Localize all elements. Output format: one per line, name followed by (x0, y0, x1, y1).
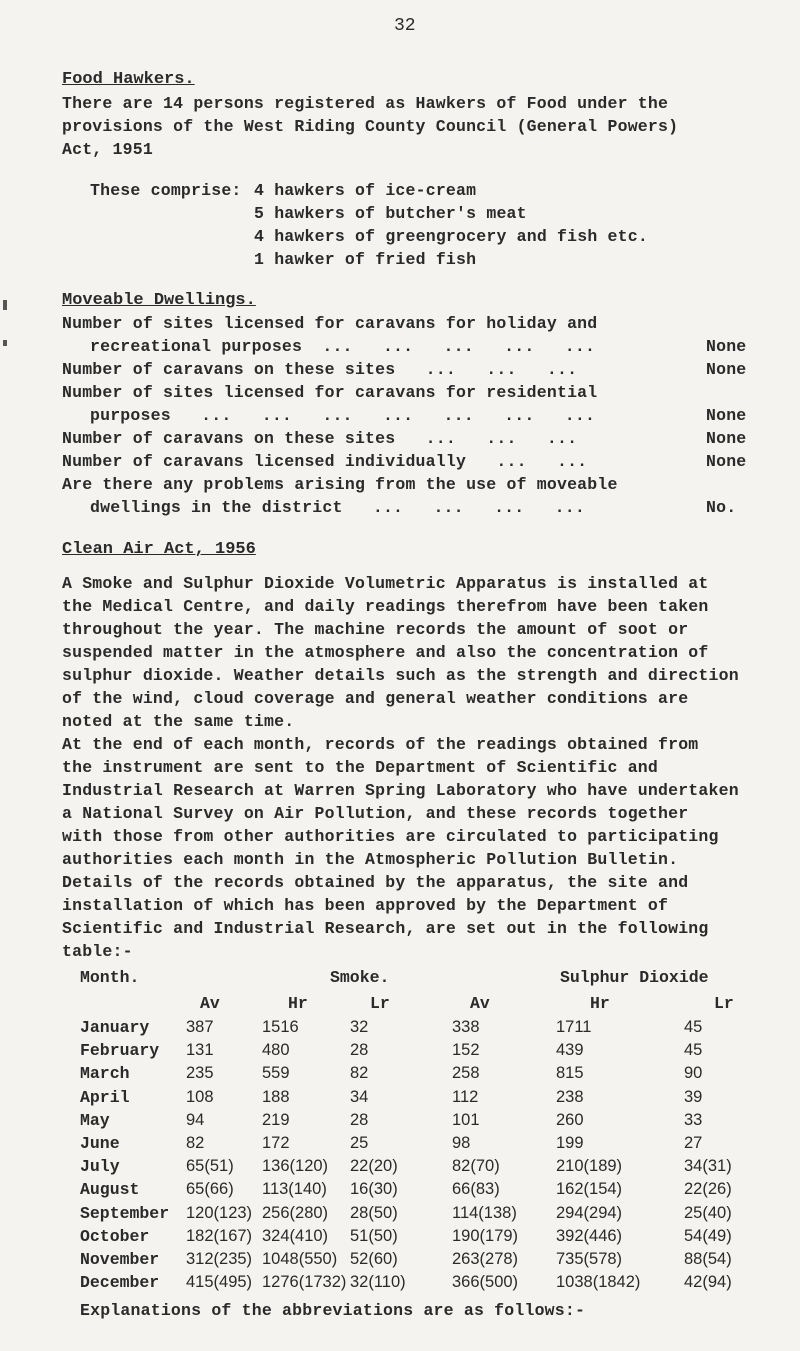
table-cell: 114(138) (452, 1203, 517, 1222)
table-cell: 136(120) (262, 1157, 329, 1176)
sub-header-hr: Hr (590, 994, 610, 1013)
table-row-month: December (80, 1273, 160, 1293)
table-cell: 120(123) (186, 1203, 253, 1222)
comprise-label: These comprise: (90, 181, 242, 200)
comprise-item: 4 hawkers of ice-cream (254, 181, 477, 200)
table-cell: 312(235) (186, 1250, 253, 1268)
sub-header-hr: Hr (288, 994, 308, 1013)
dwellings-row-text: Number of caravans on these sites ... ... ... (62, 429, 578, 448)
table-cell: 94 (186, 1110, 205, 1129)
clean-air-para3-line: Details of the records obtained by the apparatus, the site and (62, 873, 689, 892)
table-cell: 108 (186, 1087, 214, 1106)
dwellings-row-text: Number of sites licensed for caravans for holiday and (62, 314, 598, 333)
table-cell: 366(500) (452, 1273, 519, 1292)
table-cell: 172 (262, 1134, 290, 1152)
dwellings-row-text: dwellings in the district ... ... ... ... (90, 498, 585, 517)
month-header: Month. (80, 968, 140, 987)
table-row-month: May (80, 1110, 110, 1130)
table-cell: 1276(1732) (262, 1273, 347, 1292)
table-cell: 815 (556, 1064, 584, 1083)
table-cell: 210(189) (556, 1157, 623, 1176)
comprise-item: 1 hawker of fried fish (254, 250, 477, 269)
table-cell: 82 (186, 1134, 205, 1152)
table-cell: 182(167) (186, 1226, 253, 1245)
table-cell: 260 (556, 1110, 584, 1129)
table-cell: 263(278) (452, 1250, 519, 1268)
clean-air-para3-line: installation of which has been approved by the Department of (62, 896, 669, 915)
table-cell: 88(54) (684, 1250, 732, 1268)
table-cell: 113(140) (262, 1180, 327, 1199)
table-cell: 51(50) (350, 1226, 398, 1245)
explanations-line: Explanations of the abbreviations are as follows:- (80, 1301, 586, 1320)
table-cell: 258 (452, 1064, 480, 1083)
table-cell: 735(578) (556, 1250, 623, 1268)
table-cell: 324(410) (262, 1226, 329, 1245)
dwellings-row-text: purposes ... ... ... ... ... ... ... (90, 406, 596, 425)
table-cell: 439 (556, 1041, 584, 1060)
table-row-month: March (80, 1064, 130, 1084)
table-cell: 235 (186, 1064, 214, 1083)
table-cell: 219 (262, 1110, 290, 1129)
food-hawkers-line: provisions of the West Riding County Council (General Powers) (62, 117, 679, 136)
clean-air-para1-line: suspended matter in the atmosphere and also the concentration of (62, 643, 709, 662)
table-row-month: July (80, 1157, 120, 1177)
table-row-month: April (80, 1087, 130, 1107)
table-cell: 1711 (556, 1018, 592, 1036)
food-hawkers-heading: Food Hawkers. (62, 70, 195, 89)
table-cell: 22(20) (350, 1157, 398, 1176)
clean-air-para1-line: A Smoke and Sulphur Dioxide Volumetric Apparatus is installed at (62, 574, 709, 593)
table-row-month: August (80, 1180, 140, 1200)
table-row-month: November (80, 1250, 160, 1269)
table-cell: 42(94) (684, 1273, 732, 1292)
clean-air-heading: Clean Air Act, 1956 (62, 540, 256, 559)
clean-air-para2-line: a National Survey on Air Pollution, and these records together (62, 804, 689, 823)
table-cell: 480 (262, 1041, 290, 1060)
dwellings-row-value: None (706, 360, 747, 379)
table-row-month: October (80, 1226, 150, 1246)
dwellings-row-value: None (706, 452, 747, 471)
dwellings-row-text: Number of caravans licensed individually ... ... (62, 452, 588, 471)
table-cell: 112 (452, 1087, 479, 1106)
table-cell: 1038(1842) (556, 1273, 641, 1292)
table-cell: 152 (452, 1041, 480, 1060)
dwellings-row-text: Number of sites licensed for caravans for residential (62, 383, 598, 402)
table-cell: 45 (684, 1018, 703, 1036)
table-cell: 54(49) (684, 1226, 732, 1245)
table-row-month: September (80, 1203, 170, 1223)
sub-header-av: Av (200, 994, 220, 1013)
table-cell: 28 (350, 1110, 369, 1129)
table-cell: 294(294) (556, 1203, 623, 1222)
table-cell: 25 (350, 1134, 369, 1152)
table-cell: 65(66) (186, 1180, 234, 1199)
clean-air-para2-line: At the end of each month, records of the readings obtained from (62, 735, 699, 754)
sub-header-lr: Lr (370, 994, 390, 1013)
clean-air-para1-line: of the wind, cloud coverage and general weather conditions are (62, 689, 689, 708)
moveable-dwellings-heading: Moveable Dwellings. (62, 291, 256, 310)
table-cell: 1048(550) (262, 1250, 338, 1268)
table-cell: 52(60) (350, 1250, 398, 1268)
dwellings-row-text: recreational purposes ... ... ... ... ... (90, 337, 596, 356)
clean-air-para1-line: throughout the year. The machine records the amount of soot or (62, 620, 689, 639)
table-cell: 238 (556, 1087, 584, 1106)
table-cell: 45 (684, 1041, 703, 1060)
table-cell: 162(154) (556, 1180, 623, 1199)
table-cell: 256(280) (262, 1203, 329, 1222)
table-cell: 199 (556, 1134, 584, 1152)
table-cell: 338 (452, 1018, 480, 1036)
table-cell: 101 (452, 1110, 480, 1129)
sulphur-dioxide-header: Sulphur Dioxide (560, 968, 709, 987)
table-cell: 82 (350, 1064, 369, 1083)
comprise-item: 4 hawkers of greengrocery and fish etc. (254, 227, 648, 246)
table-row-month: February (80, 1041, 160, 1061)
table-cell: 131 (186, 1041, 214, 1060)
clean-air-para2-line: authorities each month in the Atmospheric Pollution Bulletin. (62, 850, 679, 869)
table-cell: 34 (350, 1087, 369, 1106)
table-cell: 1516 (262, 1018, 299, 1036)
table-cell: 25(40) (684, 1203, 732, 1222)
table-row-month: June (80, 1134, 120, 1153)
dwellings-row-value: No. (706, 498, 737, 517)
page-number: 32 (394, 16, 416, 36)
table-cell: 392(446) (556, 1226, 623, 1245)
table-cell: 27 (684, 1134, 703, 1152)
clean-air-para1-line: noted at the same time. (62, 712, 295, 731)
table-cell: 82(70) (452, 1157, 500, 1176)
table-cell: 16(30) (350, 1180, 398, 1199)
smoke-header: Smoke. (330, 968, 390, 987)
dwellings-row-value: None (706, 337, 747, 356)
table-cell: 188 (262, 1087, 290, 1106)
dwellings-row-text: Number of caravans on these sites ... ... ... (62, 360, 578, 379)
table-cell: 28 (350, 1041, 369, 1060)
table-cell: 32(110) (350, 1273, 406, 1292)
dwellings-row-value: None (706, 429, 747, 448)
clean-air-para1-line: sulphur dioxide. Weather details such as the strength and direction (62, 666, 739, 685)
table-cell: 32 (350, 1018, 369, 1036)
clean-air-para2-line: Industrial Research at Warren Spring Laboratory who have undertaken (62, 781, 739, 800)
comprise-item: 5 hawkers of butcher's meat (254, 204, 527, 223)
food-hawkers-line: Act, 1951 (62, 140, 153, 159)
clean-air-para2-line: with those from other authorities are circulated to participating (62, 827, 719, 846)
sub-header-lr: Lr (714, 994, 734, 1013)
clean-air-para1-line: the Medical Centre, and daily readings therefrom have been taken (62, 597, 709, 616)
table-row-month: January (80, 1018, 150, 1037)
clean-air-para3-line: table:- (62, 942, 133, 961)
table-cell: 190(179) (452, 1226, 519, 1245)
table-cell: 387 (186, 1018, 214, 1036)
clean-air-para3-line: Scientific and Industrial Research, are set out in the following (62, 919, 709, 938)
table-cell: 559 (262, 1064, 290, 1083)
table-cell: 33 (684, 1110, 703, 1129)
food-hawkers-line: There are 14 persons registered as Hawkers of Food under the (62, 94, 669, 113)
table-cell: 22(26) (684, 1180, 732, 1199)
table-cell: 65(51) (186, 1157, 234, 1176)
table-cell: 98 (452, 1134, 471, 1152)
dwellings-row-value: None (706, 406, 747, 425)
sub-header-av: Av (470, 994, 490, 1013)
table-cell: 415(495) (186, 1273, 253, 1292)
clean-air-para2-line: the instrument are sent to the Department of Scientific and (62, 758, 658, 777)
table-cell: 39 (684, 1087, 703, 1106)
dwellings-row-text: Are there any problems arising from the use of moveable (62, 475, 618, 494)
table-cell: 34(31) (684, 1157, 732, 1176)
table-cell: 28(50) (350, 1203, 398, 1222)
table-cell: 66(83) (452, 1180, 500, 1199)
table-cell: 90 (684, 1064, 703, 1083)
